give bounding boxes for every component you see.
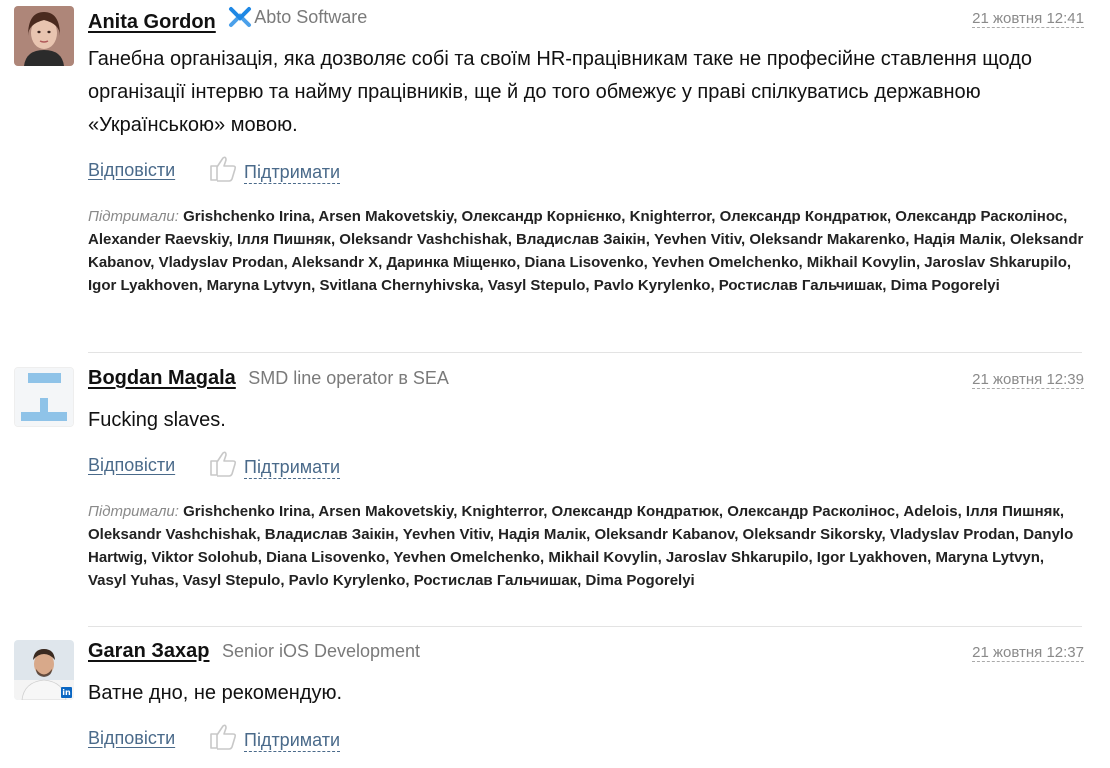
comment-divider bbox=[88, 352, 1082, 353]
placeholder-avatar-icon bbox=[15, 368, 73, 426]
comment-actions bbox=[88, 447, 1084, 487]
comment-actions bbox=[88, 152, 1084, 192]
comment-actions bbox=[88, 720, 1084, 760]
avatar[interactable] bbox=[14, 6, 74, 66]
comment-text: Fucking slaves. bbox=[88, 409, 226, 431]
comment-body bbox=[88, 640, 1084, 760]
linkedin-badge-icon: in bbox=[62, 688, 71, 697]
like-button[interactable] bbox=[208, 720, 340, 752]
comment-header bbox=[88, 367, 1084, 397]
supporters-label: Підтримали: bbox=[88, 208, 179, 225]
author-name[interactable]: Garan Захар bbox=[88, 640, 210, 662]
thumbs-up-icon bbox=[208, 154, 238, 182]
abto-logo-icon bbox=[228, 6, 252, 28]
supporters-label: Підтримали: bbox=[88, 503, 179, 520]
comment-date[interactable]: 21 жовтня 12:39 bbox=[972, 371, 1084, 388]
comment-date[interactable]: 21 жовтня 12:41 bbox=[972, 10, 1084, 27]
author-name[interactable]: Anita Gordon bbox=[88, 11, 216, 33]
author-company[interactable] bbox=[228, 6, 367, 28]
company-name: Abto Software bbox=[254, 6, 368, 27]
supporters-names: Grishchenko Irina, Arsen Makovetskiy, Олександр Корнієнко, Knighterror, Олександр Кондратюк, Олександр Расколінос, Alexander Raevskiy, Ілля Пишняк, Oleksandr Vashchishak, Владислав Заікін, Yevhen Vitiv, Oleksandr Makarenko, Надія Малік, Oleksandr Kabanov, Vladyslav Prodan, Aleksandr X, Даринка Міщенко, Diana Lisovenko, Yevhen Omelchenko, Mikhail Kovylin, Jaroslav Shkarupilo, Igor Lyakhoven, Maryna Lytvyn, Svitlana Chernyhivska, Vasyl Stepulo, Pavlo Kyrylenko, Ростислав Гальчишак, Dima Pogorelyi bbox=[88, 208, 1084, 294]
comment-text: Ватне дно, не рекомендую. bbox=[88, 682, 343, 704]
like-button[interactable] bbox=[208, 152, 340, 184]
like-label: Підтримати bbox=[244, 162, 341, 182]
like-button[interactable] bbox=[208, 447, 340, 479]
comment-body bbox=[88, 6, 1084, 297]
comment bbox=[14, 367, 1084, 597]
comment-divider bbox=[88, 626, 1082, 627]
comment-text: Ганебна організація, яка дозволяє собі та своїм HR-працівникам таке не професійне ставлення щодо організації інтервю та найму працівників, ще й до того обмежує у праві спілкуватись державною «Українською» мовою. bbox=[88, 48, 1033, 136]
comment bbox=[14, 6, 1084, 326]
avatar[interactable] bbox=[14, 640, 74, 700]
supporters-list bbox=[88, 205, 1084, 297]
thumbs-up-icon bbox=[208, 722, 238, 750]
author-position: SMD line operator в SEA bbox=[248, 368, 449, 388]
comment bbox=[14, 640, 1084, 760]
avatar[interactable] bbox=[14, 367, 74, 427]
comment-date[interactable]: 21 жовтня 12:37 bbox=[972, 644, 1084, 661]
like-label: Підтримати bbox=[244, 730, 341, 750]
comment-header bbox=[88, 640, 1084, 670]
like-label: Підтримати bbox=[244, 457, 341, 477]
author-name[interactable]: Bogdan Magala bbox=[88, 367, 236, 389]
reply-link[interactable]: Відповісти bbox=[88, 160, 176, 180]
comment-header bbox=[88, 6, 1084, 36]
supporters-names: Grishchenko Irina, Arsen Makovetskiy, Knighterror, Олександр Кондратюк, Олександр Расколінос, Adelois, Ілля Пишняк, Oleksandr Vashchishak, Владислав Заікін, Yevhen Vitiv, Надія Малік, Oleksandr Kabanov, Oleksandr Sikorsky, Vladyslav Prodan, Danylo Hartwig, Viktor Solohub, Diana Lisovenko, Yevhen Omelchenko, Mikhail Kovylin, Jaroslav Shkarupilo, Igor Lyakhoven, Maryna Lytvyn, Vasyl Yuhas, Vasyl Stepulo, Pavlo Kyrylenko, Ростислав Гальчишак, Dima Pogorelyi bbox=[88, 503, 1074, 589]
supporters-list bbox=[88, 500, 1084, 592]
author-position: Senior iOS Development bbox=[221, 641, 421, 661]
avatar-photo bbox=[14, 6, 74, 66]
thumbs-up-icon bbox=[208, 449, 238, 477]
reply-link[interactable]: Відповісти bbox=[88, 455, 176, 475]
reply-link[interactable]: Відповісти bbox=[88, 728, 176, 748]
comment-body bbox=[88, 367, 1084, 592]
